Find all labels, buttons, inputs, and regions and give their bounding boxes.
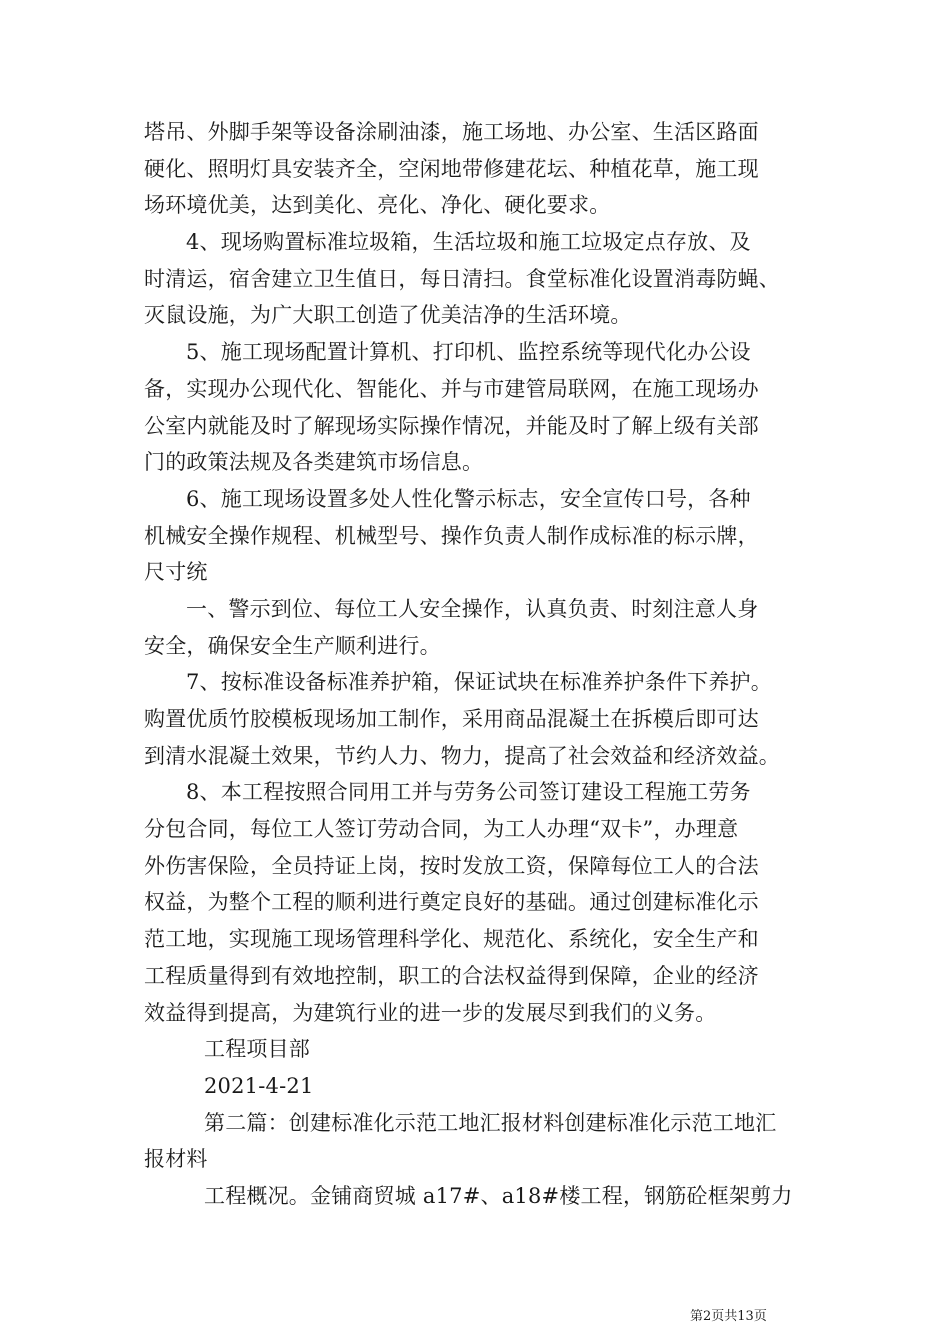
paragraph-6-start: 6、施工现场设置多处人性化警示标志，安全宣传口号，各种 <box>186 486 751 511</box>
text-line: 机械安全操作规程、机械型号、操作负责人制作成标准的标示牌， <box>144 523 759 548</box>
paragraph-warning-start: 一、警示到位、每位工人安全操作，认真负责、时刻注意人身 <box>186 596 759 621</box>
paragraph-5-start: 5、施工现场配置计算机、打印机、监控系统等现代化办公设 <box>186 340 751 365</box>
text-line: 场环境优美，达到美化、亮化、净化、硬化要求。 <box>144 193 611 218</box>
text-line: 权益，为整个工程的顺利进行奠定良好的基础。通过创建标准化示 <box>144 890 759 915</box>
text-line: 塔吊、外脚手架等设备涂刷油漆，施工场地、办公室、生活区路面 <box>144 120 759 144</box>
text-line: 范工地，实现施工现场管理科学化、规范化、系统化，安全生产和 <box>144 927 759 952</box>
project-overview-line: 工程概况。金铺商贸城 a17#、a18#楼工程，钢筋砼框架剪力 <box>204 1183 793 1208</box>
text-line: 到清水混凝土效果，节约人力、物力，提高了社会效益和经济效益。 <box>144 743 780 768</box>
text-line: 效益得到提高，为建筑行业的进一步的发展尽到我们的义务。 <box>144 1000 717 1025</box>
page-number: 第2页共13页 <box>690 1309 767 1324</box>
text-line: 硬化、照明灯具安装齐全，空闲地带修建花坛、种植花草，施工现 <box>144 156 759 181</box>
section-heading: 第二篇：创建标准化示范工地汇报材料创建标准化示范工地汇 <box>204 1110 777 1135</box>
signature-date: 2021-4-21 <box>204 1073 314 1098</box>
paragraph-8-start: 8、本工程按照合同用工并与劳务公司签订建设工程施工劳务 <box>186 780 751 805</box>
text-line: 灭鼠设施，为广大职工创造了优美洁净的生活环境。 <box>144 303 632 328</box>
text-line: 报材料 <box>144 1147 208 1172</box>
text-line: 外伤害保险，全员持证上岗，按时发放工资，保障每位工人的合法 <box>144 853 759 878</box>
document-body <box>144 114 812 1215</box>
text-line: 工程质量得到有效地控制，职工的合法权益得到保障，企业的经济 <box>144 963 759 988</box>
text-line: 安全，确保安全生产顺利进行。 <box>144 633 441 658</box>
paragraph-4-start: 4、现场购置标准垃圾箱，生活垃圾和施工垃圾定点存放、及 <box>186 230 751 255</box>
text-line: 门的政策法规及各类建筑市场信息。 <box>144 450 484 475</box>
text-line: 备，实现办公现代化、智能化、并与市建管局联网，在施工现场办 <box>144 376 759 401</box>
text-line: 尺寸统 <box>144 560 208 585</box>
text-line: 公室内就能及时了解现场实际操作情况，并能及时了解上级有关部 <box>144 413 759 438</box>
paragraph-7-start: 7、按标准设备标准养护箱，保证试块在标准养护条件下养护。 <box>186 670 772 695</box>
text-line: 购置优质竹胶模板现场加工制作，采用商品混凝土在拆模后即可达 <box>144 707 759 731</box>
text-line: 分包合同，每位工人签订劳动合同，为工人办理“双卡”，办理意 <box>144 817 739 842</box>
signature-department: 工程项目部 <box>204 1037 310 1062</box>
text-line: 时清运，宿舍建立卫生值日，每日清扫。食堂标准化设置消毒防蝇、 <box>144 266 780 291</box>
